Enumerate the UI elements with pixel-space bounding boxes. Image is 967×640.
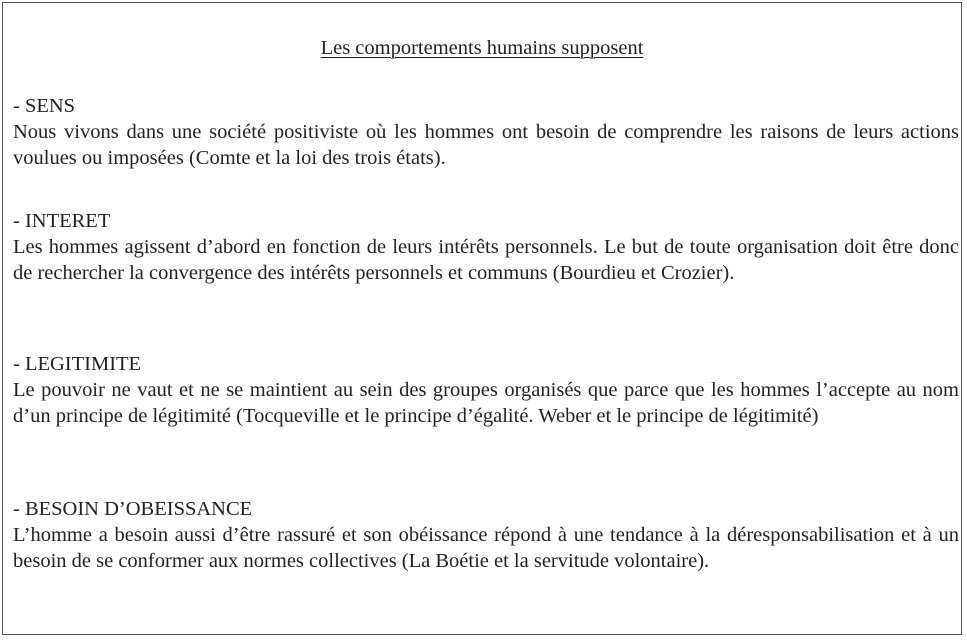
section-text: Le pouvoir ne vaut et ne se maintient au sein des groupes organisés que parce que les hommes l’accepte au nom d’un principe de légitimité (Tocqueville et le principe d’égalité. Weber et le principe de légitimité)	[13, 379, 959, 427]
document-frame	[2, 2, 962, 635]
section-heading: - SENS	[13, 95, 76, 117]
section-sens	[13, 93, 959, 171]
section-besoin-obeissance	[13, 496, 959, 574]
section-text: Les hommes agissent d’abord en fonction de leurs intérêts personnels. Le but de toute organisation doit être donc de rechercher la convergence des intérêts personnels et communs (Bourdieu et Crozier).	[13, 236, 959, 284]
document-title: Les comportements humains supposent	[320, 37, 644, 59]
section-heading: - LEGITIMITE	[13, 353, 142, 375]
section-text: L’homme a besoin aussi d’être rassuré et son obéissance répond à une tendance à la déresponsabilisation et à un besoin de se conformer aux normes collectives (La Boétie et la servitude volontaire).	[13, 524, 959, 572]
section-legitimite	[13, 351, 959, 429]
section-interet	[13, 208, 959, 286]
section-heading: - BESOIN D’OBEISSANCE	[13, 498, 253, 520]
section-text: Nous vivons dans une société positiviste où les hommes ont besoin de comprendre les raisons de leurs actions voulues ou imposées (Comte et la loi des trois états).	[13, 121, 959, 169]
section-heading: - INTERET	[13, 210, 111, 232]
